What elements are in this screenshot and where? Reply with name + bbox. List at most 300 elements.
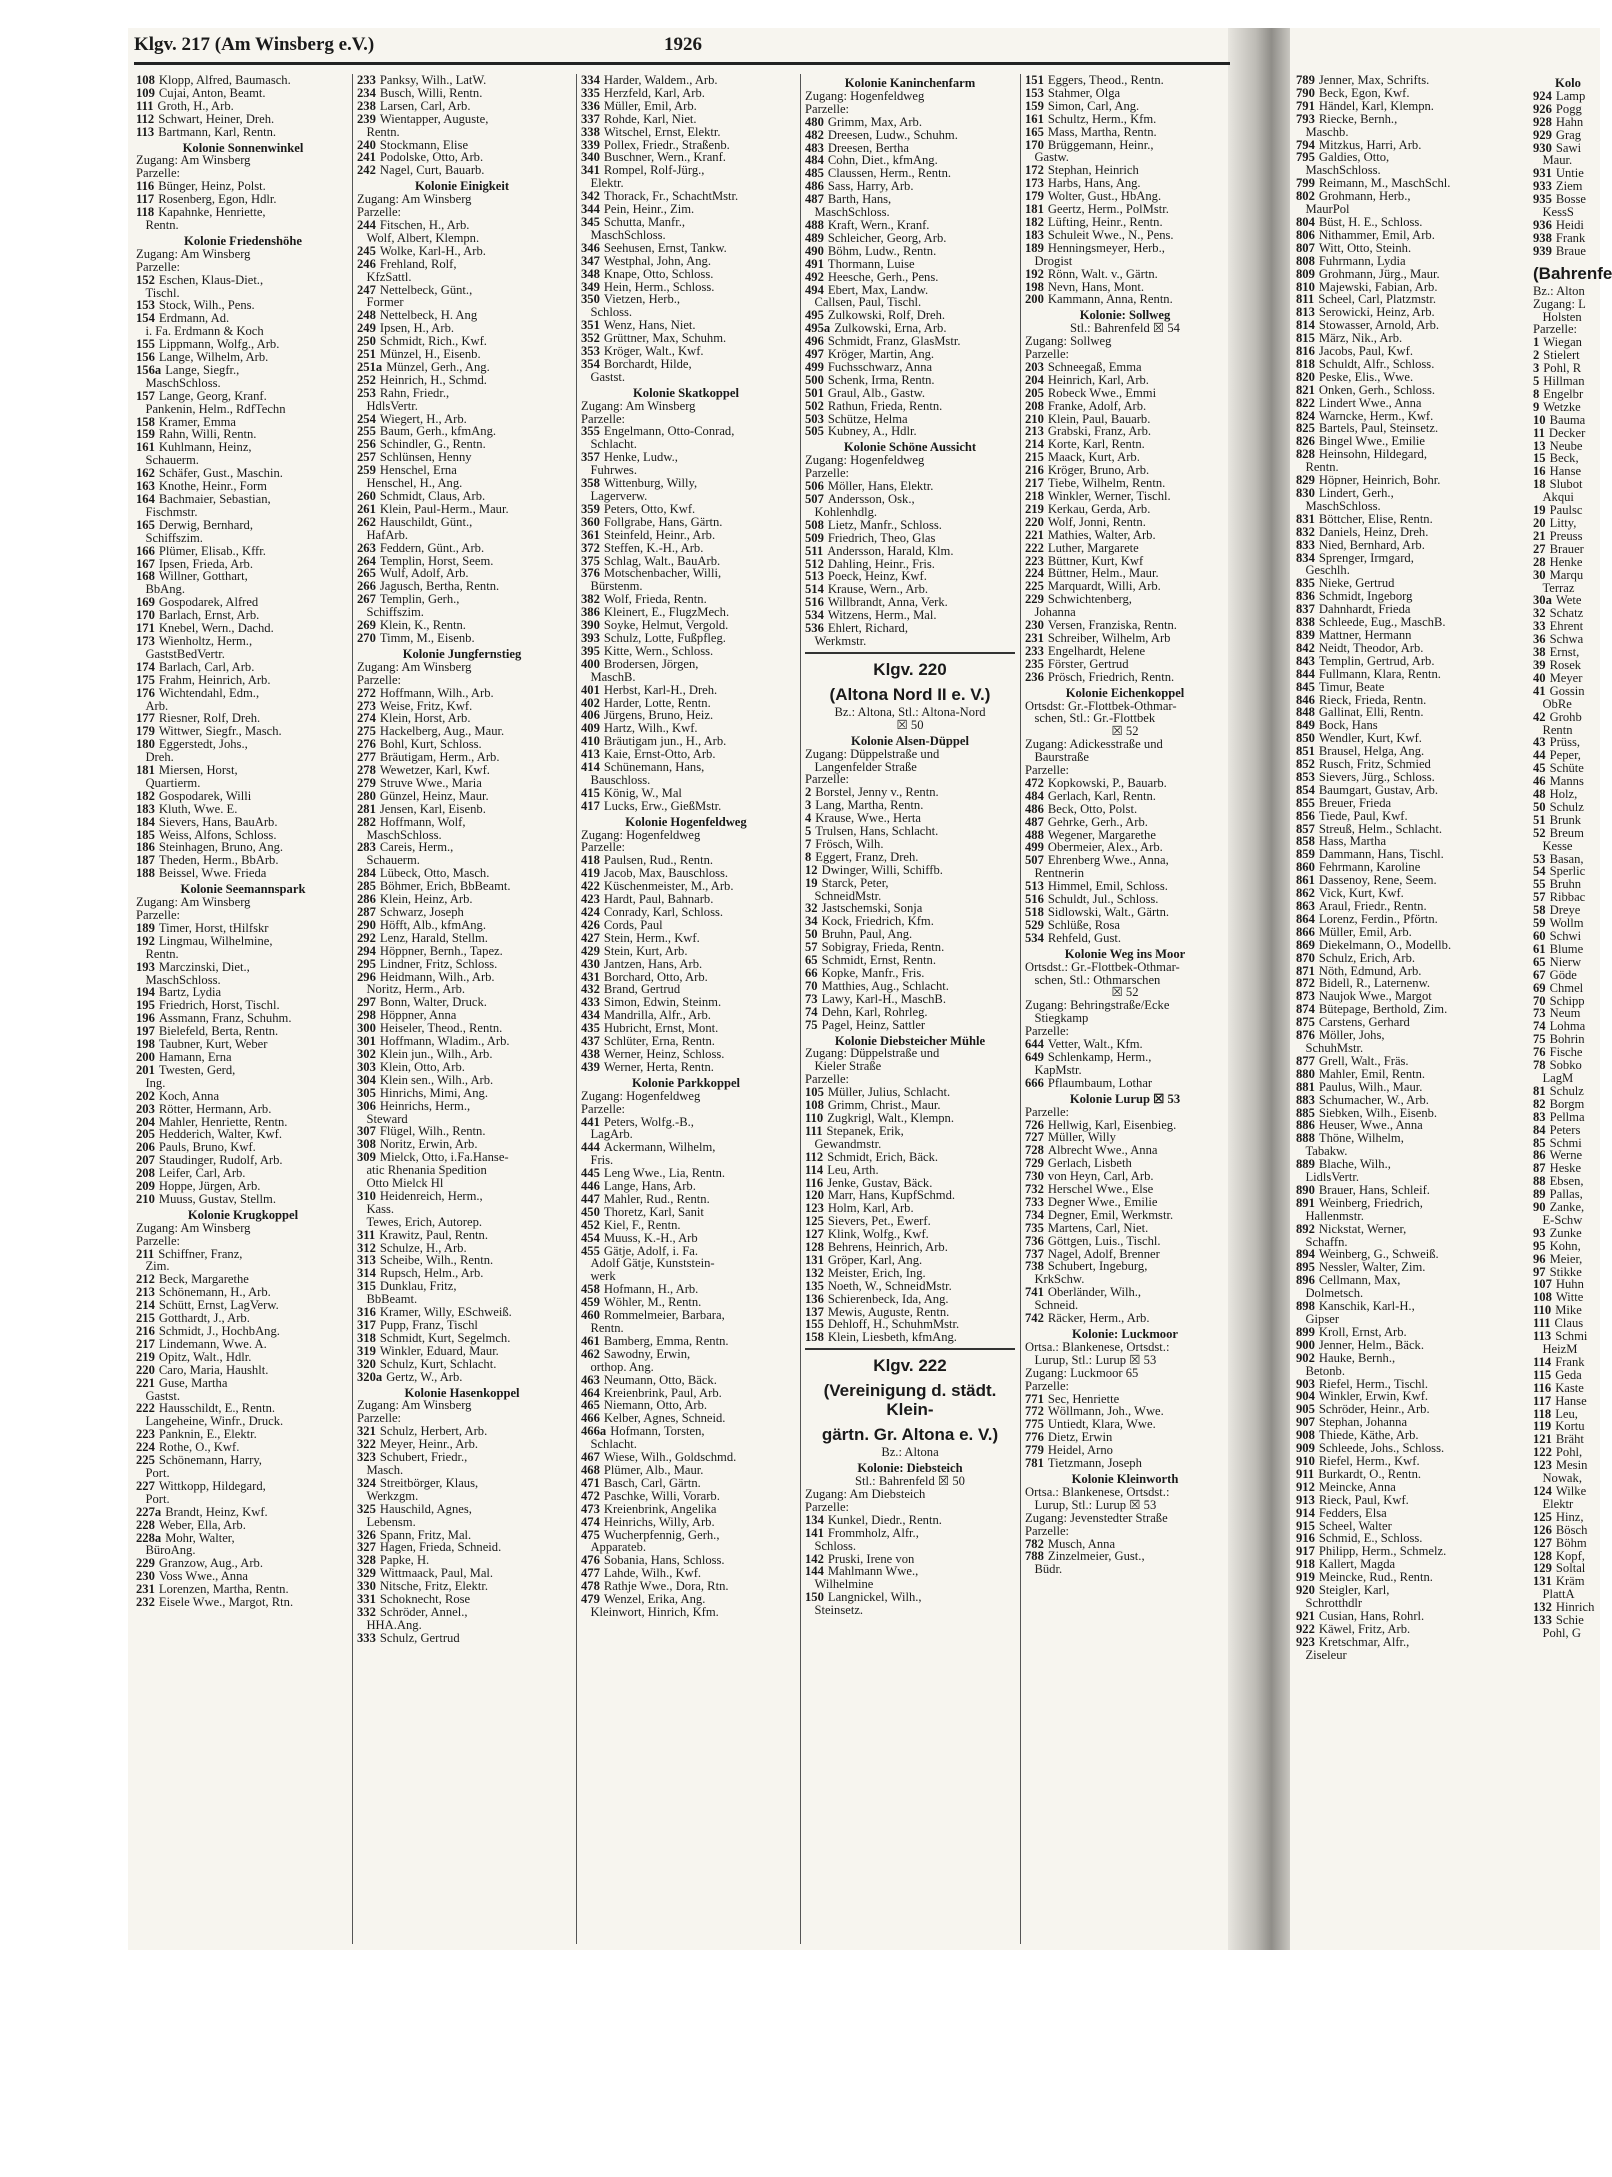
entry-text: Jantzen, Hans, Arb.	[603, 956, 703, 971]
parcel-number: 505	[805, 424, 824, 439]
parcel-number: 216	[136, 1324, 155, 1338]
parcel-number: 249	[357, 321, 376, 336]
parcel-number: 225	[1025, 579, 1044, 594]
entry-text: Rupsch, Helm., Arb.	[379, 1266, 484, 1281]
entry-text: Gotthardt, J., Arb.	[158, 1311, 250, 1326]
parcel-number: 889	[1296, 1157, 1315, 1172]
entry-text: Braue	[1555, 243, 1586, 258]
entry-text: Rieck, Paul, Kwf.	[1318, 1492, 1409, 1507]
entry-text: Geertz, Herm., PolMstr.	[1047, 202, 1169, 217]
parcel-number: 286	[357, 892, 376, 907]
entry-text: Schuldt, Alfr., Schloss.	[1318, 356, 1435, 371]
entry-text: Tiede, Paul, Kwf.	[1318, 808, 1408, 823]
entry-text: Spann, Fritz, Mal.	[379, 1527, 472, 1542]
entry-text: Herschel Wwe., Else	[1047, 1182, 1154, 1197]
entry-text: Gertz, W., Arb.	[386, 1369, 463, 1384]
section-heading: Kolonie: Sollweg	[1079, 308, 1171, 323]
entry-text: Kuhlmann, Heinz,	[158, 440, 252, 455]
parcel-number: 185	[136, 827, 155, 842]
parcel-number: 187	[136, 853, 155, 868]
entry-text: Carstens, Gerhard	[1318, 1015, 1410, 1030]
info-line: Parzelle:	[581, 411, 626, 426]
entry-text: Mielck, Otto, i.Fa.Hanse-	[379, 1150, 509, 1165]
parcel-number: 202	[136, 1088, 155, 1103]
parcel-number: 466a	[581, 1424, 607, 1439]
parcel-number: 846	[1296, 692, 1315, 707]
parcel-number: 355	[581, 424, 600, 439]
parcel-number: 231	[136, 1582, 155, 1597]
entry-text: Wegener, Margarethe	[1047, 827, 1156, 842]
parcel-number: 935	[1533, 192, 1552, 207]
entry-text: Dammann, Hans, Tischl.	[1318, 847, 1444, 862]
parcel-number: 189	[1025, 240, 1044, 255]
entry-text: Grag	[1555, 127, 1582, 142]
entry-text: Kraft, Wern., Kranf.	[827, 217, 930, 232]
parcel-number: 84	[1533, 1122, 1546, 1137]
parcel-number: 452	[581, 1217, 600, 1232]
parcel-number: 107	[1533, 1277, 1552, 1292]
entry-text: Hoffmann, Wilh., Arb.	[379, 685, 494, 700]
parcel-number: 415	[581, 785, 600, 800]
parcel-number: 86	[1533, 1148, 1546, 1163]
directory-entry	[581, 800, 791, 813]
info-line: MaschSchloss.	[1296, 163, 1381, 178]
parcel-number: 193	[136, 959, 155, 974]
info-line: Zugang: Am Winsberg	[136, 246, 251, 261]
entry-text: Mohr, Walter,	[165, 1530, 235, 1545]
parcel-number: 203	[1025, 359, 1044, 374]
info-line: Henschel, H., Ang.	[357, 476, 463, 491]
entry-text: Hoffmann, Wolf,	[379, 814, 466, 829]
parcel-number: 112	[136, 111, 155, 126]
parcel-number: 131	[805, 1252, 824, 1267]
entry-text: von Heyn, Carl, Arb.	[1047, 1169, 1154, 1184]
association-title: Klgv. 220	[873, 659, 947, 679]
entry-text: Mass, Martha, Rentn.	[1047, 124, 1157, 139]
section-heading: Kolonie Jungfernstieg	[402, 646, 522, 661]
entry-text: Schwa	[1549, 632, 1584, 647]
entry-text: Fehrmann, Karoline	[1318, 860, 1421, 875]
entry-text: Pallas,	[1549, 1187, 1583, 1202]
parcel-number: 431	[581, 969, 600, 984]
directory-entry	[1296, 1197, 1526, 1210]
entry-text: Bartz, Lydia	[158, 985, 222, 1000]
parcel-number: 159	[1025, 98, 1044, 113]
entry-text: Slubot	[1549, 477, 1583, 492]
entry-text: Rathun, Frieda, Rentn.	[827, 398, 943, 413]
entry-text: Bock, Hans	[1318, 718, 1378, 733]
entry-text: Winkler, Eduard, Maur.	[379, 1343, 499, 1358]
parcel-number: 134	[805, 1512, 824, 1527]
entry-text: Neum	[1549, 1006, 1581, 1021]
parcel-number: 118	[136, 205, 155, 220]
parcel-number: 223	[1025, 553, 1044, 568]
entry-text: Wetzke	[1543, 399, 1581, 414]
parcel-number: 217	[136, 1336, 155, 1351]
entry-text: Herzfeld, Karl, Arb.	[603, 85, 705, 100]
entry-text: Kelber, Agnes, Schneid.	[603, 1411, 726, 1426]
entry-text: Hanse	[1555, 1393, 1587, 1408]
parcel-number: 466	[581, 1411, 600, 1426]
entry-text: Schindler, G., Rentn.	[379, 437, 486, 452]
parcel-number: 240	[357, 137, 376, 152]
entry-text: Kramer, Emma	[158, 414, 237, 429]
parcel-number: 173	[136, 633, 155, 648]
parcel-number: 117	[1533, 1393, 1552, 1408]
entry-text: Sievers, Pet., Ewerf.	[827, 1214, 931, 1229]
entry-text: Nierw	[1549, 954, 1582, 969]
entry-text: Kunkel, Diedr., Rentn.	[827, 1512, 942, 1527]
entry-text: Grohb	[1549, 709, 1582, 724]
info-line: Schaffn.	[1296, 1234, 1348, 1249]
parcel-number: 518	[1025, 905, 1044, 919]
entry-text: Miersen, Horst,	[158, 763, 238, 778]
parcel-number: 284	[357, 866, 376, 881]
parcel-number: 132	[1533, 1600, 1552, 1615]
entry-text: Serowicki, Heinz, Arb.	[1318, 305, 1435, 320]
entry-text: Meyer	[1549, 670, 1583, 685]
parcel-number: 345	[581, 214, 600, 229]
entry-text: Klein, K., Rentn.	[379, 618, 466, 633]
parcel-number: 8	[1533, 386, 1540, 401]
association-title: Klgv. 222	[873, 1356, 947, 1376]
info-line: Steinsetz.	[805, 1603, 864, 1618]
parcel-number: 180	[136, 737, 155, 752]
entry-text: Schmidt, Erich, Bäck.	[827, 1149, 939, 1164]
section-heading: Kolonie Hogenfeldweg	[625, 814, 747, 829]
entry-text: Nöth, Edmund, Arb.	[1318, 963, 1422, 978]
location-line: ☒ 50	[896, 717, 924, 732]
parcel-number: 108	[805, 1098, 824, 1113]
entry-text: Zanke,	[1549, 1200, 1585, 1215]
parcel-number: 108	[1533, 1290, 1552, 1305]
parcel-number: 36	[1533, 632, 1546, 647]
parcel-number: 863	[1296, 899, 1315, 913]
entry-text: Siebken, Wilh., Eisenb.	[1318, 1105, 1438, 1120]
parcel-number: 231	[1025, 630, 1044, 645]
info-line: Tabakw.	[1296, 1144, 1348, 1159]
directory-entry	[357, 632, 567, 645]
entry-text: Steigler, Karl,	[1318, 1583, 1390, 1598]
entry-text: Kreienbrink, Paul, Arb.	[603, 1385, 722, 1400]
entry-text: Pauls, Bruno, Kwf.	[158, 1140, 256, 1155]
parcel-number: 222	[1025, 540, 1044, 555]
directory-entry	[1025, 932, 1225, 945]
entry-text: Steinfeld, Heinr., Arb.	[603, 527, 716, 542]
parcel-number: 136	[805, 1291, 824, 1306]
entry-text: März, Nik., Arb.	[1318, 331, 1403, 346]
entry-text: Lange, Wilhelm, Arb.	[158, 350, 269, 365]
directory-entry	[136, 764, 350, 777]
parcel-number: 65	[1533, 954, 1546, 969]
entry-text: Westphal, John, Ang.	[603, 253, 711, 268]
parcel-number: 476	[581, 1553, 600, 1568]
parcel-number: 831	[1296, 511, 1315, 526]
entry-text: Schünemann, Hans,	[603, 760, 705, 775]
parcel-number: 13	[1533, 438, 1546, 453]
entry-text: Bösch	[1555, 1522, 1588, 1537]
parcel-number: 144	[805, 1564, 824, 1579]
parcel-number: 127	[805, 1227, 824, 1242]
association-title: (Bahrenfe	[1533, 263, 1612, 283]
entry-text: Nettelbeck, H. Ang	[379, 308, 478, 323]
entry-text: Untie	[1555, 166, 1584, 181]
parcel-number: 153	[136, 298, 155, 313]
parcel-number: 905	[1296, 1402, 1315, 1417]
parcel-number: 316	[357, 1305, 376, 1320]
entry-text: Engelbr	[1543, 386, 1584, 401]
entry-text: Chmel	[1549, 980, 1584, 995]
entry-text: Marqu	[1549, 567, 1584, 582]
info-line: MaschSchloss.	[1296, 498, 1381, 513]
info-line: Bauschloss.	[581, 772, 651, 787]
parcel-number: 826	[1296, 434, 1315, 449]
parcel-number: 742	[1025, 1311, 1044, 1326]
parcel-number: 227	[136, 1478, 155, 1493]
entry-text: Pellma	[1549, 1109, 1585, 1124]
parcel-number: 894	[1296, 1247, 1315, 1262]
location-line: Stl.: Bahrenfeld ☒ 50	[855, 1474, 965, 1489]
parcel-number: 132	[805, 1265, 824, 1280]
entry-text: Kräm	[1555, 1574, 1585, 1589]
entry-text: Derwig, Bernhard,	[158, 517, 253, 532]
parcel-number: 349	[581, 279, 600, 294]
parcel-number: 277	[357, 750, 376, 765]
entry-text: Friedrich, Theo, Glas	[827, 530, 936, 545]
entry-text: Kaie, Ernst-Otto, Arb.	[603, 747, 716, 762]
location-line: ☒ 52	[1111, 985, 1139, 1000]
parcel-number: 266	[357, 579, 376, 594]
entry-text: Küschenmeister, M., Arb.	[603, 879, 734, 894]
parcel-number: 353	[581, 344, 600, 359]
entry-text: Ehrenberg Wwe., Anna,	[1047, 853, 1169, 868]
entry-text: Klein, Paul, Bauarb.	[1047, 411, 1151, 426]
entry-text: Mahler, Emil, Rentn.	[1318, 1066, 1426, 1081]
entry-text: Lindner, Fritz, Schloss.	[379, 956, 498, 971]
parcel-number: 426	[581, 917, 600, 932]
entry-text: Knothe, Heinr., Form	[158, 479, 267, 494]
entry-text: Mattner, Hermann	[1318, 627, 1412, 642]
info-line: Zugang: Am Winsberg	[136, 1220, 251, 1235]
parcel-number: 292	[357, 930, 376, 945]
parcel-number: 354	[581, 356, 600, 371]
parcel-number: 853	[1296, 769, 1315, 784]
parcel-number: 838	[1296, 615, 1315, 630]
entry-text: Conrady, Karl, Schloss.	[603, 905, 724, 919]
entry-text: Dunklau, Fritz,	[379, 1279, 457, 1294]
parcel-number: 246	[357, 256, 376, 271]
parcel-number: 382	[581, 592, 600, 607]
entry-text: Schierenbeck, Ida, Ang.	[827, 1291, 949, 1306]
entry-text: Schmidt, Claus, Arb.	[379, 489, 486, 503]
parcel-number: 32	[1533, 606, 1546, 621]
parcel-number: 229	[1025, 592, 1044, 607]
entry-text: Templin, Gerh.,	[379, 592, 460, 607]
parcel-number: 95	[1533, 1238, 1546, 1253]
parcel-number: 8	[805, 849, 812, 864]
entry-text: Klink, Wolfg., Kwf.	[827, 1227, 929, 1242]
parcel-number: 128	[1533, 1548, 1552, 1563]
entry-text: Gospodarek, Alfred	[158, 595, 259, 610]
entry-text: Prüss,	[1549, 735, 1581, 750]
parcel-number: 113	[1533, 1329, 1552, 1344]
entry-text: Klein, Horst, Arb.	[379, 711, 471, 726]
entry-text: Bidell, R., Laternenw.	[1318, 976, 1430, 991]
entry-text: Weber, Ella, Arb.	[158, 1517, 246, 1532]
info-line: Otto Mielck Hl	[357, 1176, 444, 1191]
entry-text: Paschke, Willi, Vorarb.	[603, 1488, 720, 1503]
info-line: Schlacht.	[581, 437, 637, 452]
section-heading: Kolonie Parkkoppel	[631, 1075, 741, 1090]
info-line: Langeheine, Winfr., Druck.	[136, 1414, 284, 1429]
entry-text: Meincke, Anna	[1318, 1479, 1396, 1494]
parcel-number: 39	[1533, 657, 1546, 672]
parcel-number: 157	[136, 388, 155, 403]
parcel-number: 807	[1296, 240, 1315, 255]
info-line: Zugang: Sollweg	[1025, 334, 1112, 349]
entry-text: Thiede, Käthe, Arb.	[1318, 1428, 1419, 1443]
info-line: Parzelle:	[136, 166, 181, 181]
entry-text: Leu,	[1555, 1406, 1578, 1421]
parcel-number: 9	[1533, 399, 1540, 414]
parcel-number: 182	[1025, 214, 1044, 229]
entry-text: Büst, H. E., Schloss.	[1318, 214, 1423, 229]
parcel-number: 809	[1296, 266, 1315, 281]
info-line: Kleinwort, Hinrich, Kfm.	[581, 1604, 719, 1619]
parcel-number: 926	[1533, 101, 1552, 116]
parcel-number: 123	[805, 1201, 824, 1216]
parcel-number: 358	[581, 476, 600, 491]
entry-text: Kanschik, Karl-H.,	[1318, 1299, 1415, 1314]
info-line: KrkSchw.	[1025, 1272, 1085, 1287]
entry-text: Höpner, Heinrich, Bohr.	[1318, 473, 1441, 488]
entry-text: Nieke, Gertrud	[1318, 576, 1395, 591]
entry-text: Wendler, Kurt, Kwf.	[1318, 731, 1422, 746]
parcel-number: 306	[357, 1098, 376, 1113]
info-line: Zugang: Düppelstraße und	[805, 1046, 940, 1061]
parcel-number: 70	[805, 978, 818, 993]
entry-text: Litty,	[1549, 516, 1577, 530]
parcel-number: 223	[136, 1427, 155, 1442]
parcel-number: 285	[357, 879, 376, 894]
parcel-number: 19	[805, 875, 818, 890]
parcel-number: 253	[357, 385, 376, 400]
parcel-number: 738	[1025, 1259, 1044, 1274]
parcel-number: 409	[581, 721, 600, 736]
parcel-number: 329	[357, 1566, 376, 1581]
parcel-number: 110	[1533, 1303, 1552, 1318]
location-line: ☒ 52	[1111, 724, 1139, 739]
entry-text: Lange, Siegfr.,	[165, 362, 240, 377]
entry-text: Pein, Heinr., Zim.	[603, 202, 695, 217]
parcel-number: 455	[581, 1243, 600, 1258]
parcel-number: 536	[805, 621, 824, 636]
location-line: Bz.: Altona, Stl.: Altona-Nord	[834, 704, 986, 719]
parcel-number: 327	[357, 1540, 376, 1555]
entry-text: Steinhagen, Bruno, Ang.	[158, 840, 284, 855]
directory-entry	[1296, 1223, 1526, 1236]
entry-text: Sass, Harry, Arb.	[827, 179, 914, 194]
parcel-number: 215	[1025, 450, 1044, 465]
info-line: Zugang: Hogenfeldweg	[805, 88, 925, 103]
parcel-number: 252	[357, 372, 376, 387]
entry-text: Soltal	[1555, 1561, 1586, 1576]
entry-text: Meister, Erich, Ing.	[827, 1265, 926, 1280]
parcel-number: 124	[1533, 1483, 1552, 1498]
parcel-number: 460	[581, 1308, 600, 1323]
entry-text: Münzel, H., Eisenb.	[379, 347, 481, 362]
parcel-number: 802	[1296, 189, 1315, 204]
info-line: BbAng.	[136, 582, 185, 597]
parcel-number: 272	[357, 685, 376, 700]
entry-text: Mahler, Rud., Rentn.	[603, 1191, 710, 1206]
entry-text: Timur, Beate	[1318, 679, 1385, 694]
info-line: Zugang: Am Winsberg	[357, 1398, 472, 1413]
parcel-number: 888	[1296, 1131, 1315, 1146]
parcel-number: 788	[1025, 1549, 1044, 1564]
parcel-number: 158	[805, 1330, 824, 1345]
parcel-number: 429	[581, 943, 600, 958]
entry-text: Hillman	[1543, 374, 1585, 389]
entry-text: Maack, Kurt, Arb.	[1047, 450, 1140, 465]
entry-text: Tietzmann, Joseph	[1047, 1456, 1142, 1471]
parcel-number: 50	[805, 927, 818, 942]
parcel-number: 445	[581, 1166, 600, 1181]
entry-text: Kallert, Magda	[1318, 1557, 1396, 1572]
entry-text: Schwart, Heiner, Dreh.	[158, 111, 275, 126]
entry-text: Meier,	[1549, 1251, 1583, 1266]
parcel-number: 214	[1025, 437, 1044, 452]
parcel-number: 203	[136, 1101, 155, 1116]
entry-text: Panksy, Wilh., LatW.	[379, 73, 487, 87]
entry-text: Follgrabe, Hans, Gärtn.	[603, 514, 723, 529]
entry-text: Barth, Hans,	[827, 192, 892, 207]
entry-text: Witte	[1555, 1290, 1584, 1305]
entry-text: Hauschild, Agnes,	[379, 1501, 472, 1516]
parcel-number: 791	[1296, 98, 1315, 113]
parcel-number: 534	[805, 608, 824, 623]
parcel-number: 201	[136, 1062, 155, 1077]
entry-text: Nevn, Hans, Mont.	[1047, 279, 1145, 294]
entry-text: Mesin	[1555, 1458, 1588, 1473]
entry-text: Kröger, Walt., Kwf.	[603, 344, 704, 359]
parcel-number: 507	[805, 492, 824, 506]
parcel-number: 43	[1533, 735, 1546, 750]
entry-text: Staudinger, Rudolf, Arb.	[158, 1153, 283, 1168]
entry-text: Henningsmeyer, Herb.,	[1047, 240, 1165, 255]
parcel-number: 265	[357, 566, 376, 581]
parcel-number: 50	[1533, 799, 1546, 814]
entry-text: Brauer, Hans, Schleif.	[1318, 1182, 1430, 1197]
parcel-number: 917	[1296, 1544, 1315, 1559]
parcel-number: 171	[136, 621, 155, 636]
parcel-number: 782	[1025, 1536, 1044, 1551]
parcel-number: 195	[136, 998, 155, 1013]
entry-text: Schmidt, Rich., Kwf.	[379, 334, 487, 349]
parcel-number: 732	[1025, 1182, 1044, 1197]
info-line: Zugang: Hogenfeldweg	[581, 1088, 701, 1103]
parcel-number: 19	[1533, 503, 1546, 518]
entry-text: Ebert, Max, Landw.	[827, 282, 929, 297]
info-line: Zugang: Düppelstraße und	[805, 746, 940, 761]
entry-text: Eschen, Klaus-Diet.,	[158, 272, 264, 287]
entry-text: Hoffmann, Wladim., Arb.	[379, 1034, 510, 1049]
parcel-number: 902	[1296, 1350, 1315, 1365]
parcel-number: 137	[805, 1304, 824, 1319]
entry-text: Heidi	[1555, 217, 1584, 232]
entry-text: Frank	[1555, 1354, 1585, 1369]
entry-text: Cellmann, Max,	[1318, 1273, 1401, 1288]
